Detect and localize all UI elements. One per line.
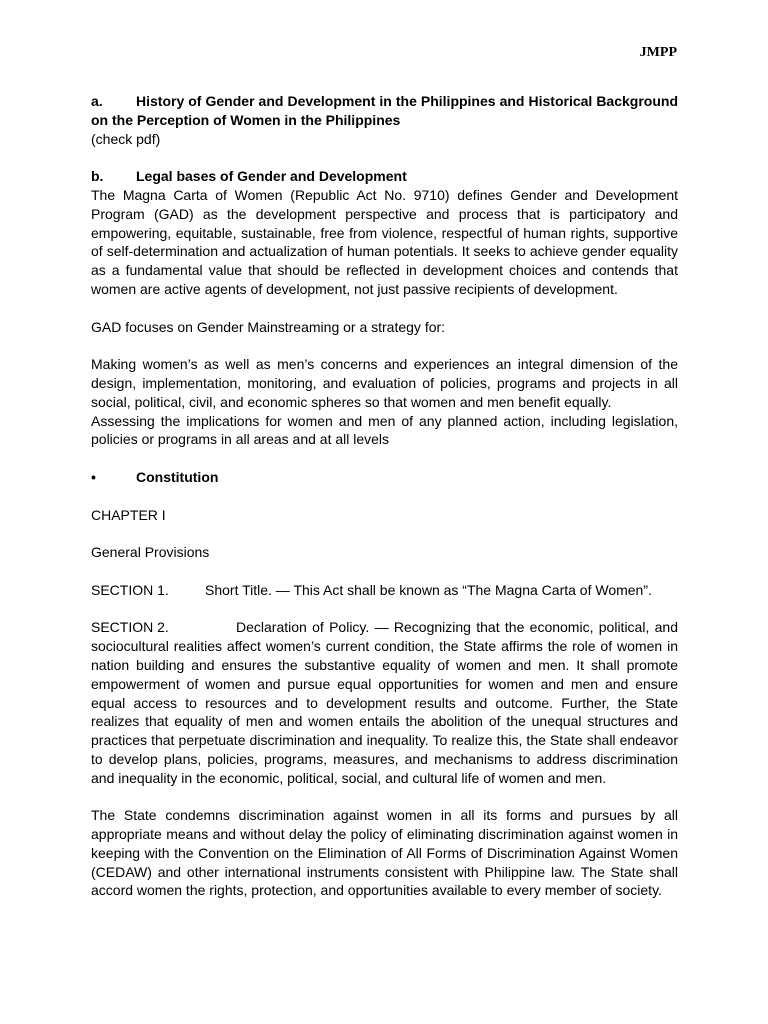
section-2 [91, 618, 678, 787]
section-a-heading [91, 92, 678, 130]
chapter-title: CHAPTER I [91, 506, 166, 523]
spacer [91, 336, 678, 355]
document-body [91, 92, 678, 900]
section-b-heading [91, 167, 678, 186]
spacer [91, 600, 678, 619]
spacer [91, 148, 678, 167]
constitution-heading [91, 468, 678, 487]
spacer [91, 449, 678, 468]
section-b-paragraph-2: GAD focuses on Gender Mainstreaming or a strategy for: [91, 318, 446, 335]
spacer [91, 562, 678, 581]
section-b-title: Legal bases of Gender and Development [136, 168, 407, 185]
bullet-marker: • [91, 468, 96, 485]
document-code: JMPP [639, 45, 677, 60]
section-b-marker: b. [91, 168, 104, 185]
spacer [91, 787, 678, 806]
spacer [91, 299, 678, 318]
chapter-subtitle: General Provisions [91, 544, 210, 561]
section-a-note: (check pdf) [91, 130, 161, 147]
section-1-text: Short Title. — This Act shall be known as “The Magna Carta of Women”. [205, 581, 652, 598]
spacer [91, 524, 678, 543]
constitution-title: Constitution [136, 468, 219, 485]
spacer [91, 487, 678, 506]
section-a-title: History of Gender and Development in the Philippines and Historical Background on the Perception of Women in the Philippines [91, 93, 678, 128]
section-1-number: SECTION 1. [91, 581, 169, 598]
section-1 [91, 581, 678, 600]
section-2-paragraph-2: The State condemns discrimination against women in all its forms and pursues by all appropriate means and without delay the policy of eliminating discrimination against women in keeping with the Convention on the Elimination of All Forms of Discrimination Against Women (CEDAW) and other international instruments consistent with Philippine law. The State shall accord women the rights, protection, and opportunities available to every member of society. [91, 807, 678, 899]
section-b-paragraph-4: Assessing the implications for women and men of any planned action, including legislation, policies or programs in all areas and at all levels [91, 412, 678, 448]
section-a-marker: a. [91, 93, 103, 109]
section-2-number: SECTION 2. [91, 619, 169, 636]
section-b-paragraph-3: Making women’s as well as men’s concerns and experiences an integral dimension of the design, implementation, monitoring, and evaluation of policies, programs and projects in all social, political, civil, and economic spheres so that women and men benefit equally. [91, 356, 678, 410]
section-b-paragraph-1: The Magna Carta of Women (Republic Act No. 9710) defines Gender and Development Program (GAD) as the development perspective and process that is participatory and empowering, equitable, sustainable, free from violence, respectful of human rights, supportive of self-determination and actualization of human potentials. It seeks to achieve gender equality as a fundamental value that should be reflected in development choices and contends that women are active agents of development, not just passive recipients of development. [91, 186, 678, 297]
section-2-text: Declaration of Policy. — Recognizing that the economic, political, and sociocultural realities affect women’s current condition, the State affirms the role of women in nation building and ensures the substantive equality of women and men. It shall promote empowerment of women and pursue equal opportunities for women and men and ensure equal access to resources and to development results and outcome. Further, the State realizes that equality of men and women entails the abolition of the unequal structures and practices that perpetuate discrimination and inequality. To realize this, the State shall endeavor to develop plans, policies, programs, measures, and mechanisms to address discrimination and inequality in the economic, political, social, and cultural life of women and men. [91, 619, 678, 786]
